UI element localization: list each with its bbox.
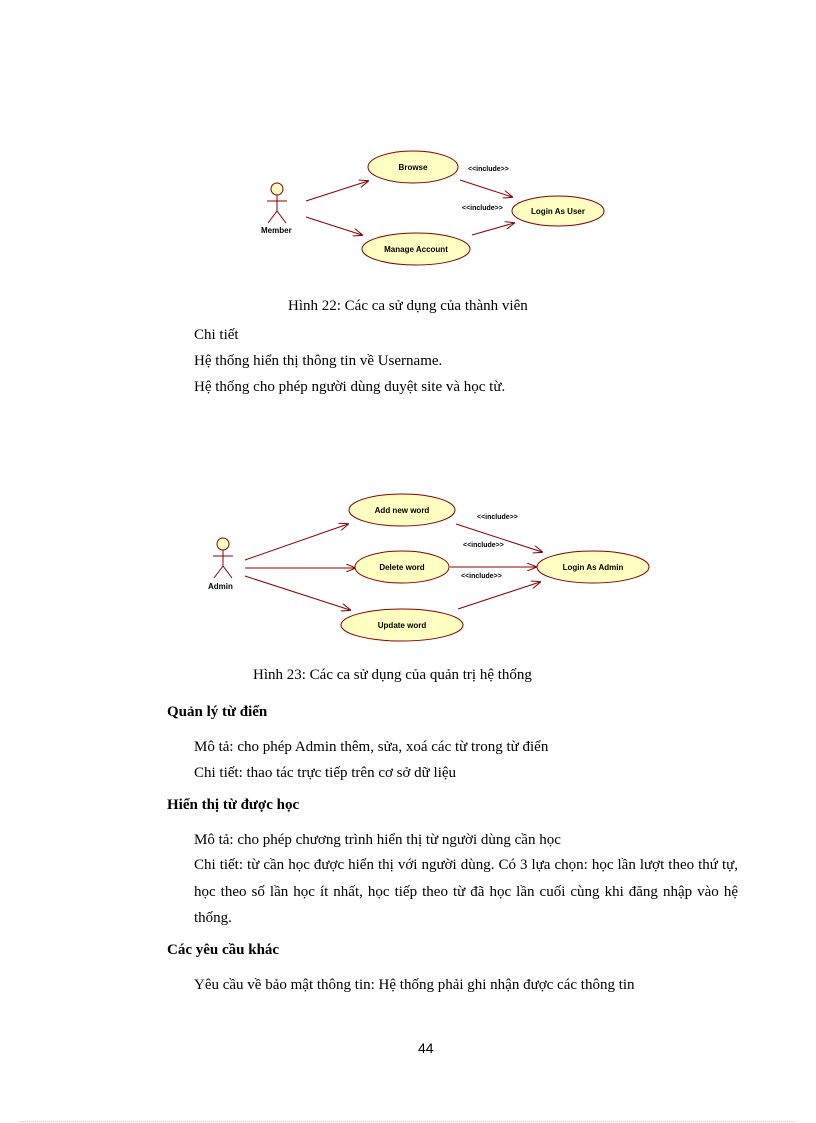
dictionary-section bbox=[194, 734, 548, 786]
include-label-add: <<include>> bbox=[477, 514, 518, 521]
include-label-1: <<include>> bbox=[468, 166, 509, 173]
include-browse-login bbox=[460, 180, 512, 197]
member-usecase-diagram bbox=[250, 145, 620, 270]
display-words-description: Mô tả: cho phép chương trình hiển thị từ người dùng cần học bbox=[194, 832, 561, 848]
display-words-detail: Chi tiết: từ cần học được hiển thị với người dùng. Có 3 lựa chọn: học lần lượt theo thứ tự, học theo số lần học ít nhất, học tiếp theo từ đã học lần cuối cùng khi đăng nhập vào hệ thống. bbox=[194, 857, 738, 926]
include-manage-login bbox=[472, 223, 514, 235]
usecase-manage-account-label: Manage Account bbox=[384, 245, 448, 254]
include-update-login bbox=[458, 582, 540, 609]
admin-usecase-diagram bbox=[200, 488, 660, 648]
figure-22-caption: Hình 22: Các ca sử dụng của thành viên bbox=[288, 298, 528, 314]
admin-actor-label: Admin bbox=[208, 582, 233, 591]
security-requirement: Yêu cầu về bảo mật thông tin: Hệ thống phải ghi nhận được các thông tin bbox=[194, 977, 635, 993]
usecase-login-as-user-label: Login As User bbox=[531, 207, 585, 216]
assoc-admin-add bbox=[245, 524, 348, 560]
member-actor-icon bbox=[267, 183, 287, 223]
usecase-browse-label: Browse bbox=[398, 163, 428, 172]
display-words-heading: Hiển thị từ được học bbox=[167, 797, 300, 813]
include-label-update: <<include>> bbox=[461, 573, 502, 580]
details-label: Chi tiết bbox=[194, 327, 239, 343]
dictionary-description: Mô tả: cho phép Admin thêm, sửa, xoá các từ trong từ điển bbox=[194, 739, 549, 755]
footer-divider bbox=[20, 1121, 796, 1122]
dictionary-detail: Chi tiết: thao tác trực tiếp trên cơ sở dữ liệu bbox=[194, 765, 457, 781]
member-actor-label: Member bbox=[261, 226, 292, 235]
other-requirements-heading: Các yêu cầu khác bbox=[167, 942, 280, 958]
usecase-login-as-admin-label: Login As Admin bbox=[562, 563, 624, 572]
include-label-delete: <<include>> bbox=[463, 542, 504, 549]
details-line-browse: Hệ thống cho phép người dùng duyệt site và học từ. bbox=[194, 379, 506, 395]
page-number: 44 bbox=[418, 1040, 434, 1056]
assoc-member-manage bbox=[306, 217, 362, 235]
figure-23-caption: Hình 23: Các ca sử dụng của quản trị hệ thống bbox=[253, 667, 532, 683]
member-details bbox=[194, 322, 505, 400]
include-label-2: <<include>> bbox=[462, 205, 503, 212]
dictionary-heading: Quản lý từ điển bbox=[167, 704, 268, 720]
assoc-admin-update bbox=[245, 576, 350, 610]
usecase-update-word-label: Update word bbox=[377, 621, 427, 630]
assoc-member-browse bbox=[306, 181, 368, 201]
usecase-add-new-word-label: Add new word bbox=[374, 506, 430, 515]
usecase-delete-word-label: Delete word bbox=[379, 563, 425, 572]
admin-actor-icon bbox=[213, 538, 233, 578]
details-line-username: Hệ thống hiển thị thông tin về Username. bbox=[194, 353, 443, 369]
